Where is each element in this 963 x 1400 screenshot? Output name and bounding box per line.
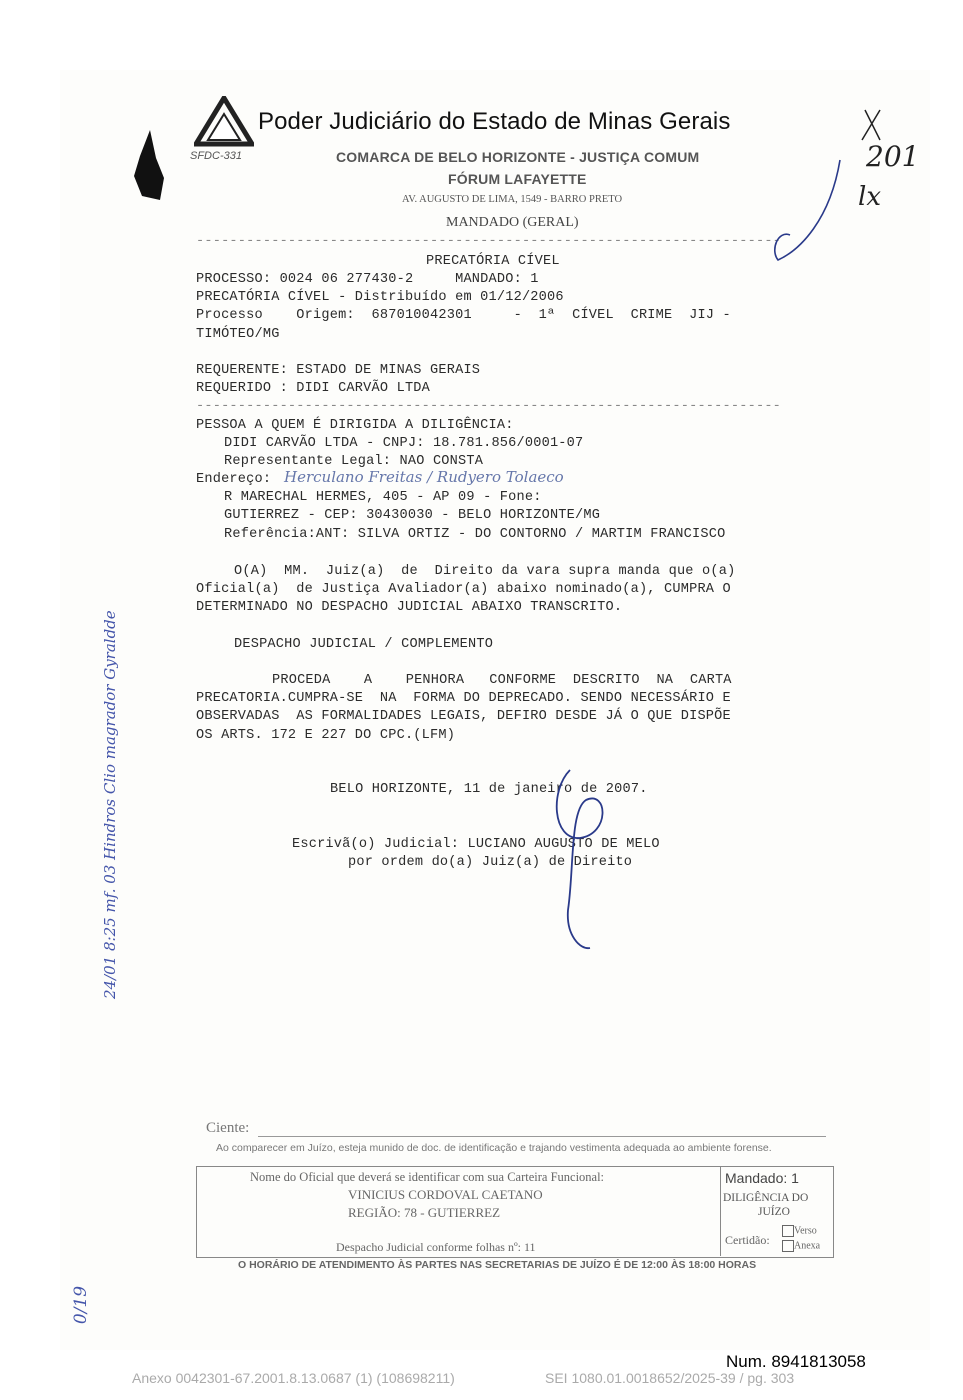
ink-blot-icon <box>130 128 170 203</box>
processo-line: PROCESSO: 0024 06 277430-2 MANDADO: 1 <box>196 272 539 287</box>
verso-label: Verso <box>794 1225 817 1237</box>
diligencia-2: JUÍZO <box>758 1206 790 1218</box>
despacho-line-4: OS ARTS. 172 E 227 DO CPC.(LFM) <box>196 728 456 743</box>
distribuido-line: PRECATÓRIA CÍVEL - Distribuído em 01/12/2006 <box>196 290 564 305</box>
verso-checkbox[interactable] <box>782 1225 794 1237</box>
forum-address: AV. AUGUSTO DE LIMA, 1549 - BARRO PRETO <box>402 194 623 205</box>
ordem-line-3: DETERMINADO NO DESPACHO JUDICIAL ABAIXO TRANSCRITO. <box>196 600 623 615</box>
anexo-reference: Anexo 0042301-67.2001.8.13.0687 (1) (108698211) <box>132 1370 455 1386</box>
class-title: PRECATÓRIA CÍVEL <box>426 254 560 269</box>
endereco-handwritten: Herculano Freitas / Rudyero Tolaeco <box>284 468 564 486</box>
despacho-line-2: PRECATORIA.CUMPRA-SE NA FORMA DO DEPRECADO. SENDO NECESSÁRIO E <box>196 691 731 706</box>
certidao-label: Certidão: <box>725 1233 770 1247</box>
page-num: Num. 8941813058 <box>726 1352 866 1371</box>
forum-name: FÓRUM LAFAYETTE <box>448 171 587 187</box>
despacho-line-3: OBSERVADAS AS FORMALIDADES LEGAIS, DEFIRO DESDE JÁ O QUE DISPÕE <box>196 709 731 724</box>
corner-number: 201 <box>866 140 920 173</box>
anexa-label: Anexa <box>794 1240 821 1252</box>
anexa-checkbox[interactable] <box>782 1240 794 1252</box>
date-line: BELO HORIZONTE, 11 de janeiro de 2007. <box>330 782 648 797</box>
endereco-label: Endereço: <box>196 472 272 487</box>
ordem-line-1: O(A) MM. Juiz(a) de Direito da vara supra manda que o(a) <box>234 564 736 579</box>
oficial-nome: VINICIUS CORDOVAL CAETANO <box>348 1187 543 1202</box>
aviso-text: Ao comparecer em Juízo, esteja munido de doc. de identificação e trajando vestimenta adequada ao ambiente forense. <box>216 1142 772 1154</box>
despacho-title: DESPACHO JUDICIAL / COMPLEMENTO <box>234 637 494 652</box>
despacho-line-1: PROCEDA A PENHORA CONFORME DESCRITO NA CARTA <box>272 673 732 688</box>
despacho-folhas: Despacho Judicial conforme folhas nº: 11 <box>336 1240 536 1254</box>
anexa-option[interactable] <box>782 1240 820 1252</box>
ordem-juiz-line: por ordem do(a) Juiz(a) de Direito <box>348 855 633 870</box>
diligencia-1: DILIGÊNCIA DO <box>723 1192 809 1204</box>
origem-line-1: Processo Origem: 687010042301 - 1ª CÍVEL CRIME JIJ - <box>196 308 731 323</box>
mandado-number: Mandado: 1 <box>725 1170 799 1186</box>
form-code: SFDC-331 <box>190 150 242 162</box>
bottom-left-mark: 0/19 <box>71 1285 92 1325</box>
divider-top: ---------------------------------------------------------------------- <box>196 234 782 249</box>
court-title: Poder Judiciário do Estado de Minas Gerais <box>258 108 731 135</box>
sei-reference: SEI 1080.01.0018652/2025-39 / pg. 303 <box>545 1370 795 1386</box>
comarca: COMARCA DE BELO HORIZONTE - JUSTIÇA COMUM <box>336 149 700 165</box>
escriva-line: Escrivã(o) Judicial: LUCIANO AUGUSTO DE MELO <box>292 837 660 852</box>
representante-line: Representante Legal: NAO CONSTA <box>224 454 484 469</box>
verso-option[interactable] <box>782 1225 817 1237</box>
ordem-line-2: Oficial(a) de Justiça Avaliador(a) abaixo nominado(a), CUMPRA O <box>196 582 731 597</box>
corner-initials: lx <box>858 182 881 212</box>
endereco-line-1: R MARECHAL HERMES, 405 - AP 09 - Fone: <box>224 490 542 505</box>
requerente: REQUERENTE: ESTADO DE MINAS GERAIS <box>196 363 481 378</box>
divider-middle: ---------------------------------------------------------------------- <box>196 399 782 414</box>
margin-handwritten-note: 24/01 8:25 mf. 03 Hindros Clio magrador Gyraldde <box>101 610 119 999</box>
origem-line-2: TIMÓTEO/MG <box>196 327 280 342</box>
corner-marks-icon <box>770 100 930 270</box>
pessoa-label: PESSOA A QUEM É DIRIGIDA A DILIGÊNCIA: <box>196 418 514 433</box>
doc-type: MANDADO (GERAL) <box>446 215 579 230</box>
oficial-regiao: REGIÃO: 78 - GUTIERREZ <box>348 1205 501 1220</box>
empresa-line: DIDI CARVÃO LTDA - CNPJ: 18.781.856/0001-07 <box>224 436 584 451</box>
referencia-line: Referência:ANT: SILVA ORTIZ - DO CONTORNO / MARTIM FRANCISCO <box>224 527 726 542</box>
ciente-label: Ciente: <box>206 1120 250 1136</box>
oficial-label: Nome do Oficial que deverá se identificar com sua Carteira Funcional: <box>250 1170 605 1184</box>
endereco-line-2: GUTIERREZ - CEP: 30430030 - BELO HORIZONTE/MG <box>224 508 601 523</box>
horario-text: O HORÁRIO DE ATENDIMENTO ÀS PARTES NAS SECRETARIAS DE JUÍZO É DE 12:00 ÀS 18:00 HORAS <box>238 1259 757 1271</box>
requerido: REQUERIDO : DIDI CARVÃO LTDA <box>196 381 431 396</box>
tribunal-logo-icon <box>194 96 254 150</box>
ciente-line <box>258 1136 826 1137</box>
signature-icon <box>540 760 620 960</box>
